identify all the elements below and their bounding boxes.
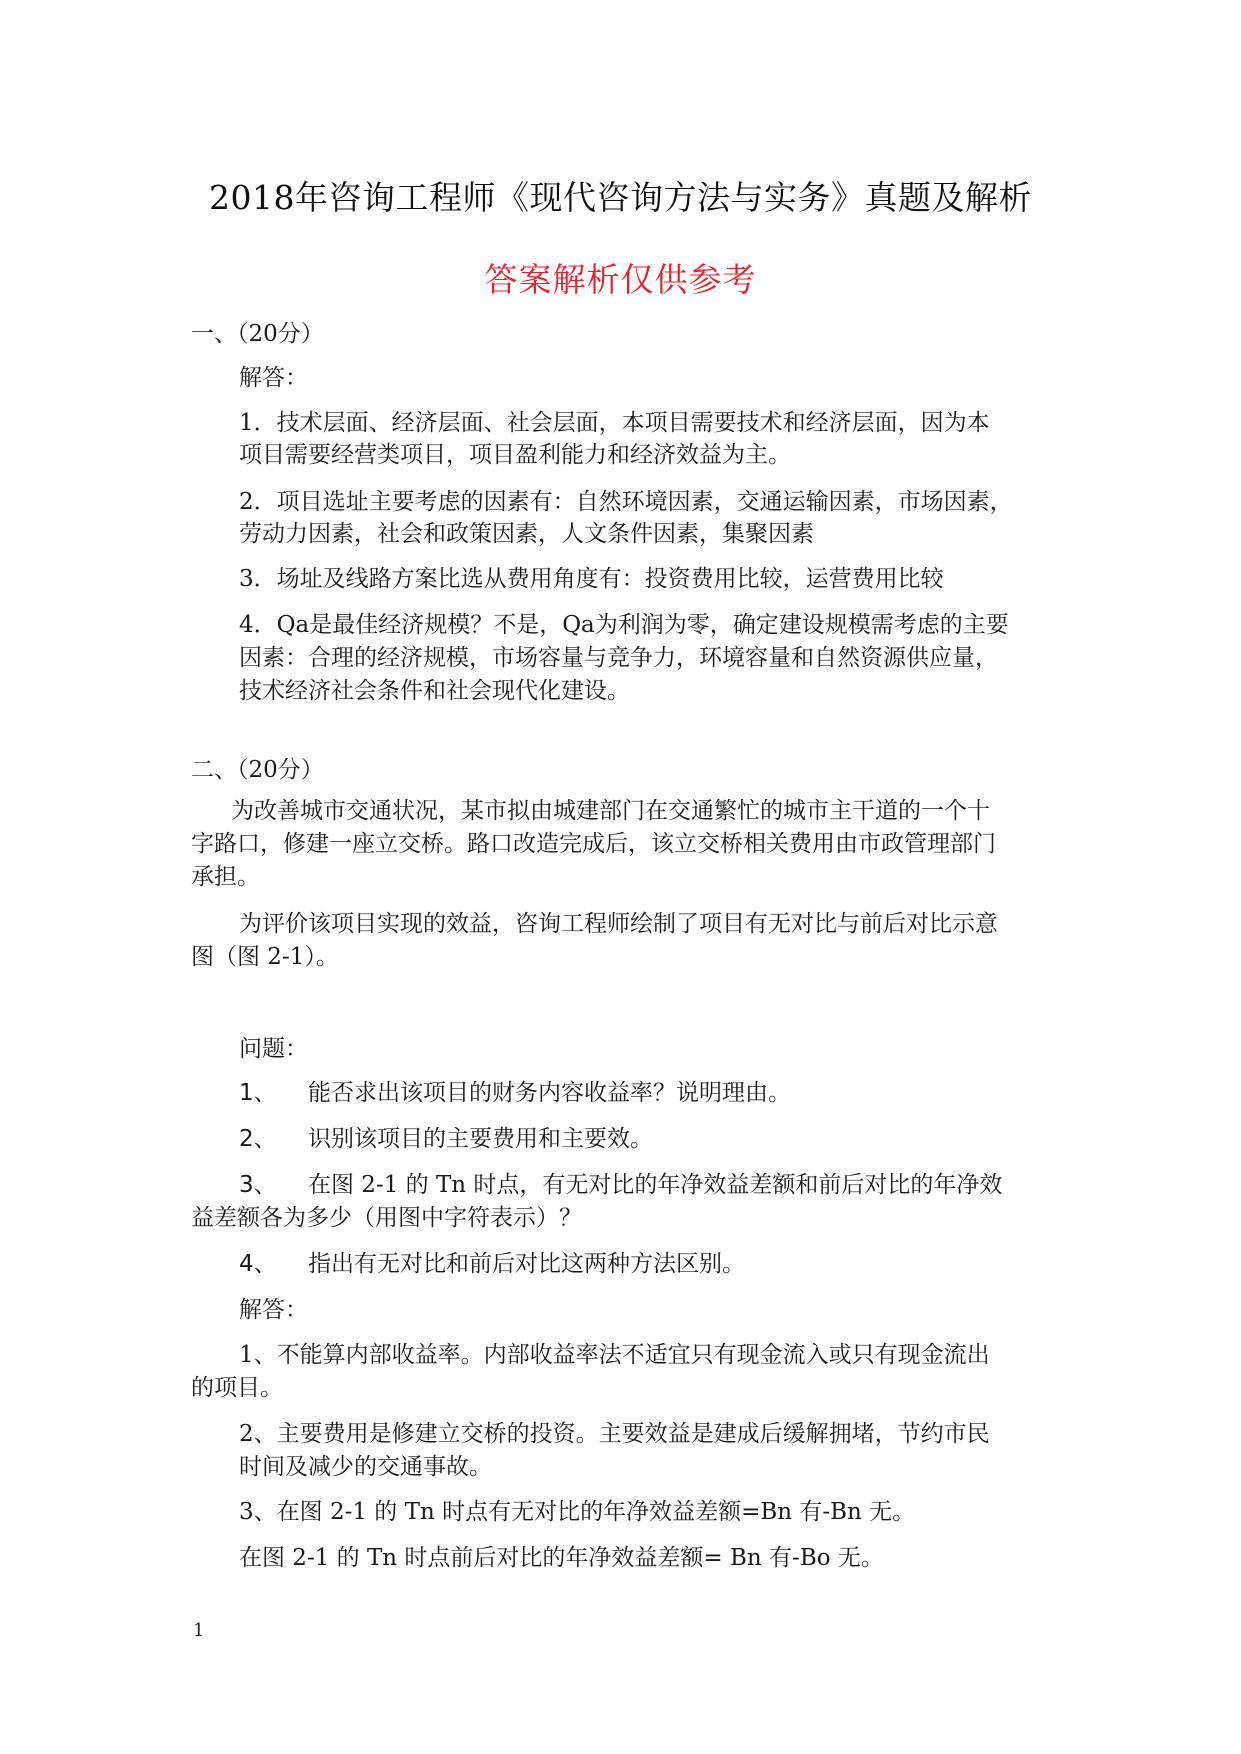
section-1-heading: 一、（20分）	[191, 321, 324, 347]
section-2-answer-3-line-2: 在图 2-1 的 Tn 时点前后对比的年净效益差额= Bn 有-Bo 无。	[239, 1545, 884, 1571]
question-2-text: 识别该项目的主要费用和主要效。	[308, 1126, 653, 1152]
question-2-number: 2、	[239, 1126, 277, 1152]
section-2-answer-2-line-2: 时间及减少的交通事故。	[239, 1454, 492, 1480]
question-3-text-line-1: 在图 2-1 的 Tn 时点，有无对比的年净效益差额和前后对比的年净效	[308, 1172, 1003, 1198]
section-1-answer-3-line-1: 3．场址及线路方案比选从费用角度有：投资费用比较，运营费用比较	[239, 566, 944, 592]
section-1-answer-2-line-1: 2．项目选址主要考虑的因素有：自然环境因素，交通运输因素，市场因素，	[239, 489, 1013, 515]
section-2-answer-label: 解答：	[239, 1297, 308, 1323]
question-3-text-line-2: 益差额各为多少（用图中字符表示）？	[191, 1205, 582, 1231]
section-2-paragraph-1-line-3: 承担。	[191, 864, 260, 890]
section-1-answer-2-line-2: 劳动力因素，社会和政策因素，人文条件因素，集聚因素	[239, 521, 814, 547]
section-1-answer-1-line-1: 1．技术层面、经济层面、社会层面，本项目需要技术和经济层面，因为本	[239, 410, 990, 436]
section-2-answer-2-line-1: 2、主要费用是修建立交桥的投资。主要效益是建成后缓解拥堵，节约市民	[239, 1421, 990, 1447]
section-2-heading: 二、（20分）	[191, 757, 324, 783]
question-1-text: 能否求出该项目的财务内容收益率？说明理由。	[308, 1080, 791, 1106]
section-2-answer-1-line-1: 1、不能算内部收益率。内部收益率法不适宜只有现金流入或只有现金流出	[239, 1342, 990, 1368]
section-2-paragraph-1-line-1: 为改善城市交通状况，某市拟由城建部门在交通繁忙的城市主干道的一个十	[231, 798, 990, 824]
question-4-number: 4、	[239, 1251, 277, 1277]
section-2-paragraph-2-line-1: 为评价该项目实现的效益，咨询工程师绘制了项目有无对比与前后对比示意	[239, 911, 998, 937]
document-subtitle: 答案解析仅供参考	[484, 260, 757, 299]
question-label: 问题：	[239, 1036, 308, 1062]
section-2-paragraph-2-line-2: 图（图 2-1）。	[191, 944, 339, 970]
section-1-answer-label: 解答：	[239, 365, 308, 391]
section-1-answer-1-line-2: 项目需要经营类项目，项目盈利能力和经济效益为主。	[239, 442, 791, 468]
section-2-paragraph-1-line-2: 字路口，修建一座立交桥。路口改造完成后，该立交桥相关费用由市政管理部门	[191, 831, 996, 857]
section-1-answer-4-line-3: 技术经济社会条件和社会现代化建设。	[239, 678, 630, 704]
question-4-text: 指出有无对比和前后对比这两种方法区别。	[308, 1251, 745, 1277]
section-2-answer-3-line-1: 3、在图 2-1 的 Tn 时点有无对比的年净效益差额=Bn 有-Bn 无。	[239, 1499, 916, 1525]
section-1-answer-4-line-1: 4．Qa是最佳经济规模？不是，Qa为利润为零，确定建设规模需考虑的主要	[239, 612, 1009, 638]
page-number: 1	[193, 1620, 205, 1641]
question-3-number: 3、	[239, 1172, 277, 1198]
section-1-answer-4-line-2: 因素：合理的经济规模，市场容量与竞争力，环境容量和自然资源供应量，	[239, 645, 998, 671]
document-title: 2018年咨询工程师《现代咨询方法与实务》真题及解析	[209, 178, 1032, 217]
question-1-number: 1、	[239, 1080, 277, 1106]
section-2-answer-1-line-2: 的项目。	[191, 1375, 283, 1401]
